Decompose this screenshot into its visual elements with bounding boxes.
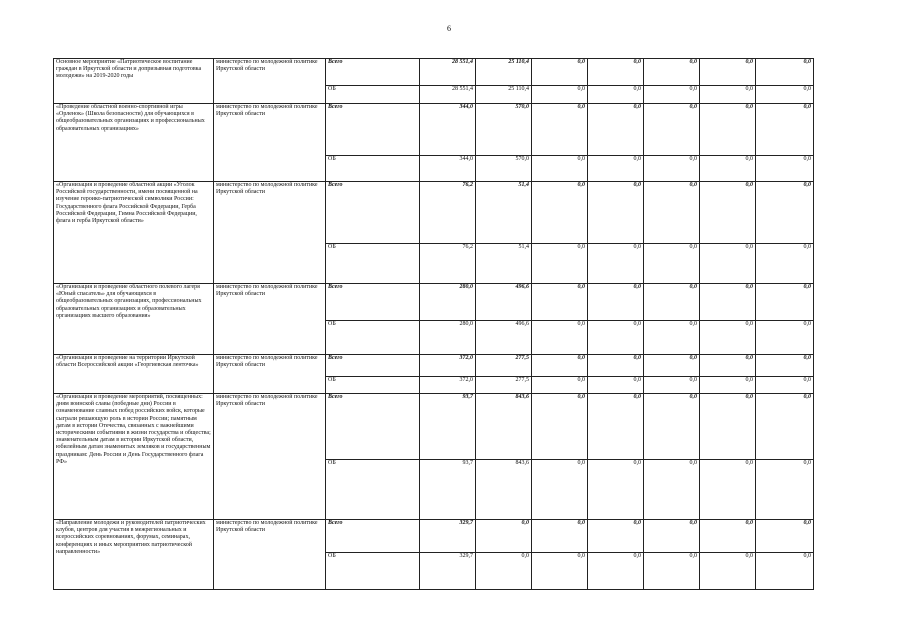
total-value-cell: 0,0 — [700, 182, 756, 244]
total-value-cell: 0,0 — [532, 520, 588, 553]
ob-value-cell: 344,0 — [420, 156, 476, 182]
ob-value-cell: 0,0 — [756, 460, 814, 520]
ob-value-cell: 0,0 — [700, 86, 756, 104]
ob-value-cell: 0,0 — [588, 553, 644, 590]
total-value-cell: 0,0 — [644, 394, 700, 460]
total-value-cell: 344,0 — [420, 104, 476, 156]
total-value-cell: 0,0 — [532, 355, 588, 377]
ob-value-cell: 0,0 — [588, 377, 644, 394]
ob-value-cell: 0,0 — [588, 156, 644, 182]
source-label-ob: ОБ — [326, 460, 420, 520]
ob-value-cell: 0,0 — [532, 460, 588, 520]
total-value-cell: 0,0 — [700, 59, 756, 86]
ob-value-cell: 0,0 — [700, 460, 756, 520]
total-value-cell: 0,0 — [532, 284, 588, 321]
total-value-cell: 0,0 — [700, 355, 756, 377]
total-value-cell: 0,0 — [700, 284, 756, 321]
table-body — [54, 59, 814, 590]
program-table — [53, 58, 814, 590]
ob-value-cell: 0,0 — [588, 244, 644, 284]
total-value-cell: 76,2 — [420, 182, 476, 244]
total-value-cell: 28 551,4 — [420, 59, 476, 86]
ob-value-cell: 0,0 — [700, 553, 756, 590]
total-value-cell: 0,0 — [756, 394, 814, 460]
ob-value-cell: 0,0 — [756, 553, 814, 590]
total-value-cell: 0,0 — [532, 59, 588, 86]
executor-cell: министерство по молодежной политике Иркутской области — [214, 104, 326, 182]
source-label-total: Всего — [326, 394, 420, 460]
total-value-cell: 0,0 — [588, 520, 644, 553]
ob-value-cell: 0,0 — [700, 377, 756, 394]
ob-value-cell: 28 551,4 — [420, 86, 476, 104]
ob-value-cell: 93,7 — [420, 460, 476, 520]
total-value-cell: 0,0 — [756, 182, 814, 244]
total-value-cell: 0,0 — [756, 284, 814, 321]
ob-value-cell: 280,0 — [420, 321, 476, 355]
ob-value-cell: 0,0 — [700, 156, 756, 182]
source-label-total: Всего — [326, 182, 420, 244]
total-value-cell: 570,0 — [476, 104, 532, 156]
ob-value-cell: 0,0 — [644, 377, 700, 394]
total-value-cell: 0,0 — [756, 59, 814, 86]
table-row — [54, 182, 814, 244]
ob-value-cell: 0,0 — [476, 553, 532, 590]
total-value-cell: 496,6 — [476, 284, 532, 321]
ob-value-cell: 329,7 — [420, 553, 476, 590]
ob-value-cell: 0,0 — [532, 244, 588, 284]
total-value-cell: 0,0 — [588, 182, 644, 244]
ob-value-cell: 51,4 — [476, 244, 532, 284]
total-value-cell: 0,0 — [756, 104, 814, 156]
total-value-cell: 0,0 — [532, 182, 588, 244]
ob-value-cell: 0,0 — [756, 244, 814, 284]
ob-value-cell: 0,0 — [700, 244, 756, 284]
event-name: «Направление молодежи и руководителей патриотических клубов, центров для участия в межрегиональных и всероссийских соревнованиях, форумах, семинарах, конференциях и иных мероприятиях патриотической направленности» — [54, 520, 214, 590]
ob-value-cell: 0,0 — [644, 553, 700, 590]
table-row — [54, 355, 814, 377]
ob-value-cell: 0,0 — [756, 377, 814, 394]
executor-cell: министерство по молодежной политике Иркутской области — [214, 520, 326, 590]
total-value-cell: 277,5 — [476, 355, 532, 377]
ob-value-cell: 496,6 — [476, 321, 532, 355]
ob-value-cell: 843,6 — [476, 460, 532, 520]
ob-value-cell: 0,0 — [644, 460, 700, 520]
total-value-cell: 51,4 — [476, 182, 532, 244]
total-value-cell: 0,0 — [588, 104, 644, 156]
event-name: «Организация и проведение областной акции «Уголок Российской государственности, имени посвященной на изучение героико-патриотической символики России: Государственного флага Российской Федерации, Герба Российской Федерации, Гимна Российской Федерации, флага и герба Иркутской области» — [54, 182, 214, 284]
source-label-ob: ОБ — [326, 553, 420, 590]
total-value-cell: 0,0 — [588, 355, 644, 377]
total-value-cell: 25 110,4 — [476, 59, 532, 86]
event-name: «Проведение областной военно-спортивной игры «Орленок» (Школа безопасности) для обучающихся в общеобразовательных организациях и профессиональных образовательных организациях» — [54, 104, 214, 182]
total-value-cell: 843,6 — [476, 394, 532, 460]
total-value-cell: 0,0 — [644, 59, 700, 86]
event-name: Основное мероприятие «Патриотическое воспитание граждан в Иркутской области и допризывная подготовка молодежи» на 2019-2020 годы — [54, 59, 214, 104]
table-row — [54, 59, 814, 86]
source-label-total: Всего — [326, 59, 420, 86]
total-value-cell: 0,0 — [588, 284, 644, 321]
ob-value-cell: 0,0 — [700, 321, 756, 355]
total-value-cell: 0,0 — [700, 104, 756, 156]
total-value-cell: 0,0 — [700, 520, 756, 553]
ob-value-cell: 0,0 — [532, 553, 588, 590]
ob-value-cell: 0,0 — [756, 156, 814, 182]
source-label-ob: ОБ — [326, 377, 420, 394]
event-name: «Организация и проведение областного полевого лагеря «Юный спасатель» для обучающихся в общеобразовательных организациях, профессиональных образовательных организациях и образовательных организациях высшего образования» — [54, 284, 214, 355]
ob-value-cell: 0,0 — [588, 321, 644, 355]
executor-cell: министерство по молодежной политике Иркутской области — [214, 59, 326, 104]
ob-value-cell: 25 110,4 — [476, 86, 532, 104]
source-label-ob: ОБ — [326, 321, 420, 355]
source-label-total: Всего — [326, 355, 420, 377]
ob-value-cell: 0,0 — [644, 156, 700, 182]
ob-value-cell: 0,0 — [532, 86, 588, 104]
table-row — [54, 394, 814, 460]
total-value-cell: 0,0 — [588, 59, 644, 86]
total-value-cell: 0,0 — [756, 520, 814, 553]
ob-value-cell: 0,0 — [644, 244, 700, 284]
total-value-cell: 372,0 — [420, 355, 476, 377]
ob-value-cell: 0,0 — [644, 321, 700, 355]
ob-value-cell: 372,0 — [420, 377, 476, 394]
total-value-cell: 0,0 — [532, 104, 588, 156]
ob-value-cell: 0,0 — [588, 86, 644, 104]
total-value-cell: 0,0 — [756, 355, 814, 377]
ob-value-cell: 277,5 — [476, 377, 532, 394]
total-value-cell: 0,0 — [532, 394, 588, 460]
total-value-cell: 0,0 — [644, 520, 700, 553]
executor-cell: министерство по молодежной политике Иркутской области — [214, 182, 326, 284]
ob-value-cell: 0,0 — [532, 321, 588, 355]
table-row — [54, 104, 814, 156]
total-value-cell: 0,0 — [644, 104, 700, 156]
ob-value-cell: 76,2 — [420, 244, 476, 284]
ob-value-cell: 0,0 — [756, 321, 814, 355]
table-row — [54, 520, 814, 553]
total-value-cell: 280,0 — [420, 284, 476, 321]
total-value-cell: 93,7 — [420, 394, 476, 460]
ob-value-cell: 0,0 — [588, 460, 644, 520]
source-label-total: Всего — [326, 284, 420, 321]
source-label-ob: ОБ — [326, 156, 420, 182]
total-value-cell: 0,0 — [644, 182, 700, 244]
executor-cell: министерство по молодежной политике Иркутской области — [214, 284, 326, 355]
total-value-cell: 0,0 — [476, 520, 532, 553]
ob-value-cell: 0,0 — [644, 86, 700, 104]
ob-value-cell: 0,0 — [532, 377, 588, 394]
event-name: «Организация и проведение мероприятий, посвященных: дням воинской славы (победные дни) России в ознаменование славных побед российских войск, которые сыграли решающую роль в истории России; памятным датам в истории Отечества, связанных с важнейшими историческими событиями в жизни государства и общества; знаменательным датам в истории Иркутской области, юбилейным датам знаменитых земляков и государственным праздникам: День России и День Государственного флага РФ» — [54, 394, 214, 520]
ob-value-cell: 0,0 — [756, 86, 814, 104]
event-name: «Организация и проведение на территории Иркутской области Всероссийской акции «Георгиевская ленточка» — [54, 355, 214, 394]
table-row — [54, 284, 814, 321]
source-label-total: Всего — [326, 104, 420, 156]
source-label-total: Всего — [326, 520, 420, 553]
total-value-cell: 0,0 — [700, 394, 756, 460]
executor-cell: министерство по молодежной политике Иркутской области — [214, 355, 326, 394]
page-number: 6 — [447, 24, 451, 33]
source-label-ob: ОБ — [326, 86, 420, 104]
total-value-cell: 0,0 — [588, 394, 644, 460]
executor-cell: министерство по молодежной политике Иркутской области — [214, 394, 326, 520]
total-value-cell: 0,0 — [644, 284, 700, 321]
total-value-cell: 0,0 — [644, 355, 700, 377]
ob-value-cell: 0,0 — [532, 156, 588, 182]
source-label-ob: ОБ — [326, 244, 420, 284]
ob-value-cell: 570,0 — [476, 156, 532, 182]
total-value-cell: 329,7 — [420, 520, 476, 553]
